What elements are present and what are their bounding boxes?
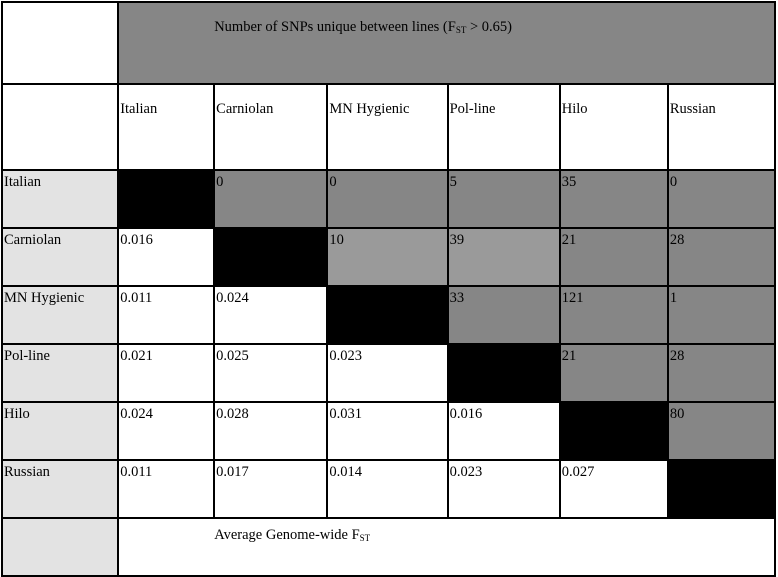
diagonal-cell <box>448 344 560 402</box>
snp-count-cell: 0 <box>327 170 447 228</box>
snp-count-cell: 21 <box>560 228 668 286</box>
column-header-carniolan: Carniolan <box>214 84 327 170</box>
fst-value-cell: 0.028 <box>214 402 327 460</box>
fst-value-cell: 0.011 <box>118 460 214 518</box>
fst-value-cell: 0.021 <box>118 344 214 402</box>
snp-count-cell: 21 <box>560 344 668 402</box>
fst-value-cell: 0.027 <box>560 460 668 518</box>
snp-count-cell: 0 <box>668 170 775 228</box>
table-title: Number of SNPs unique between lines $(F_{ST} > 0.65)$ <box>118 2 775 84</box>
header-corner-cell <box>2 84 118 170</box>
fst-value-cell: 0.016 <box>448 402 560 460</box>
snp-count-cell: 39 <box>448 228 560 286</box>
fst-value-cell: 0.025 <box>214 344 327 402</box>
snp-count-cell: 80 <box>668 402 775 460</box>
diagonal-cell <box>327 286 447 344</box>
snp-count-cell: 33 <box>448 286 560 344</box>
row-label-carniolan: Carniolan <box>2 228 118 286</box>
snp-count-cell: 5 <box>448 170 560 228</box>
footer-label-cell <box>2 518 118 576</box>
column-header-pol-line: Pol-line <box>448 84 560 170</box>
diagonal-cell <box>560 402 668 460</box>
fst-value-cell: 0.031 <box>327 402 447 460</box>
row-label-italian: Italian <box>2 170 118 228</box>
column-header-russian: Russian <box>668 84 775 170</box>
row-label-pol-line: Pol-line <box>2 344 118 402</box>
snp-count-cell: 28 <box>668 228 775 286</box>
corner-cell <box>2 2 118 84</box>
snp-count-cell: 28 <box>668 344 775 402</box>
diagonal-cell <box>668 460 775 518</box>
table-footer: Average Genome-wide $F_{ST}$ <box>118 518 775 576</box>
row-label-russian: Russian <box>2 460 118 518</box>
fst-value-cell: 0.011 <box>118 286 214 344</box>
fst-value-cell: 0.017 <box>214 460 327 518</box>
fst-value-cell: 0.024 <box>214 286 327 344</box>
fst-snp-table <box>1 1 776 577</box>
fst-value-cell: 0.014 <box>327 460 447 518</box>
column-header-mn-hygienic: MN Hygienic <box>327 84 447 170</box>
diagonal-cell <box>118 170 214 228</box>
column-header-italian: Italian <box>118 84 214 170</box>
snp-count-cell: 1 <box>668 286 775 344</box>
snp-count-cell: 0 <box>214 170 327 228</box>
row-label-hilo: Hilo <box>2 402 118 460</box>
fst-value-cell: 0.023 <box>448 460 560 518</box>
snp-count-cell: 121 <box>560 286 668 344</box>
row-label-mn-hygienic: MN Hygienic <box>2 286 118 344</box>
fst-value-cell: 0.024 <box>118 402 214 460</box>
diagonal-cell <box>214 228 327 286</box>
fst-value-cell: 0.023 <box>327 344 447 402</box>
column-header-hilo: Hilo <box>560 84 668 170</box>
snp-count-cell: 10 <box>327 228 447 286</box>
fst-value-cell: 0.016 <box>118 228 214 286</box>
snp-count-cell: 35 <box>560 170 668 228</box>
